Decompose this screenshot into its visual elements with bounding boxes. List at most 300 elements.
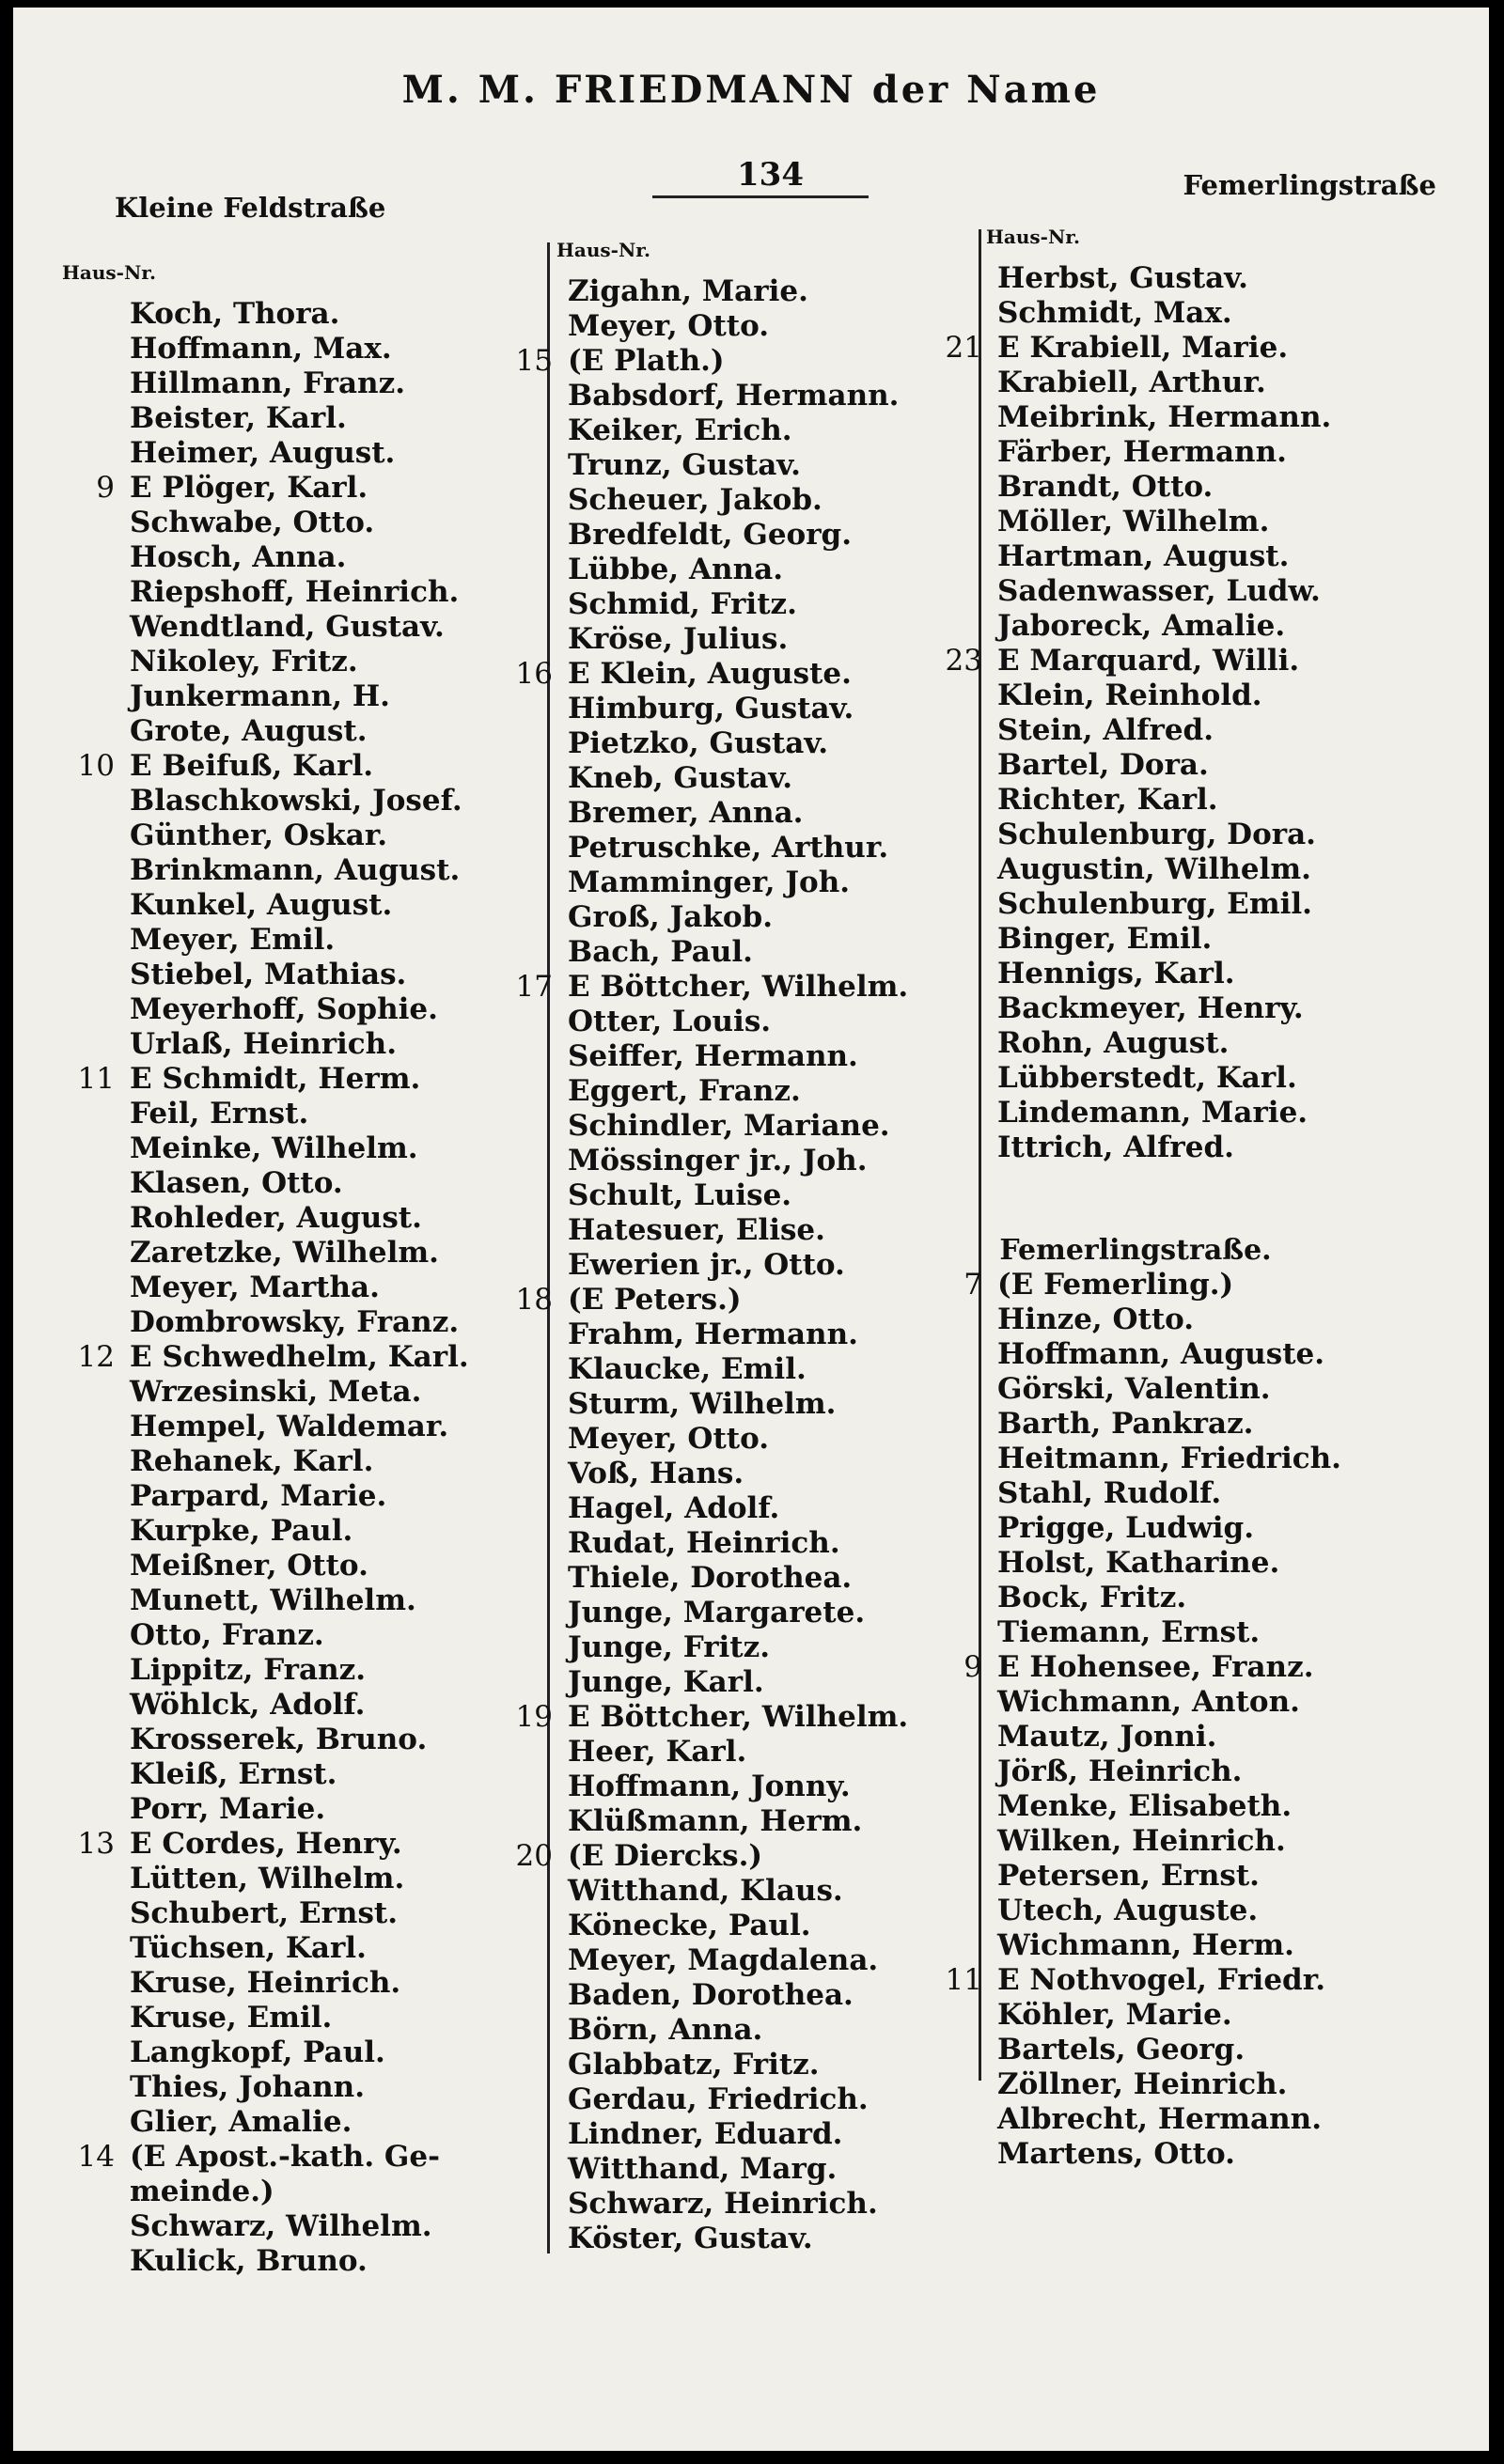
directory-entry — [62, 2140, 469, 2175]
resident-name: Krabiell, Arthur. — [997, 366, 1266, 399]
resident-name: Zaretzke, Wilhelm. — [130, 1236, 439, 1270]
directory-entry — [62, 1514, 469, 1549]
resident-name: Meißner, Otto. — [130, 1549, 368, 1583]
directory-entry — [500, 1144, 908, 1178]
resident-name: Hempel, Waldemar. — [130, 1410, 449, 1443]
directory-entry — [500, 761, 908, 796]
directory-entry — [930, 1894, 1341, 1928]
resident-name: Klüßmann, Herm. — [568, 1804, 863, 1838]
directory-entry — [62, 1410, 469, 1444]
directory-entry — [62, 471, 469, 506]
resident-name: Lippitz, Franz. — [130, 1653, 367, 1687]
directory-entry — [500, 1005, 908, 1039]
directory-entry — [930, 1928, 1341, 1963]
resident-name: Hennigs, Karl. — [997, 957, 1235, 990]
street-range-end: Femerlingstraße — [1183, 169, 1436, 201]
directory-entry — [930, 1615, 1341, 1650]
resident-name: Holst, Katharine. — [997, 1546, 1280, 1580]
directory-entry — [62, 992, 469, 1027]
directory-entry — [62, 2244, 469, 2279]
resident-name: Himburg, Gustav. — [568, 692, 854, 725]
resident-name: E Cordes, Henry. — [130, 1827, 402, 1861]
house-number: 11 — [945, 1963, 982, 1997]
resident-name: Meyer, Otto. — [568, 1422, 770, 1456]
resident-name: Nikoley, Fritz. — [130, 645, 358, 678]
resident-name: Munett, Wilhelm. — [130, 1583, 416, 1617]
directory-entry — [500, 1526, 908, 1561]
directory-entry — [500, 935, 908, 970]
directory-entry — [930, 366, 1341, 400]
resident-name: Schubert, Ernst. — [130, 1896, 399, 1930]
resident-name: E Nothvogel, Friedr. — [997, 1963, 1325, 1997]
directory-entry — [62, 297, 469, 332]
resident-name: Brandt, Otto. — [997, 470, 1214, 504]
directory-entry — [62, 1479, 469, 1514]
directory-entry — [62, 1131, 469, 1166]
directory-entry — [500, 1630, 908, 1665]
directory-entry — [500, 1804, 908, 1839]
resident-name: Wendtland, Gustav. — [130, 610, 445, 644]
resident-name: Keiker, Erich. — [568, 413, 792, 447]
directory-entry — [930, 505, 1341, 539]
street-range-start: Kleine Feldstraße — [115, 192, 386, 224]
column-2 — [500, 239, 909, 2256]
resident-name: Stiebel, Mathias. — [130, 958, 407, 991]
resident-name: Meyer, Magdalena. — [568, 1943, 879, 1977]
directory-entry — [62, 749, 469, 784]
directory-entry — [930, 1131, 1341, 1165]
resident-name: Schwarz, Wilhelm. — [130, 2209, 432, 2243]
resident-name: Wöhlck, Adolf. — [130, 1688, 366, 1722]
directory-entry — [930, 922, 1341, 957]
directory-entry — [500, 1700, 908, 1735]
directory-entry — [930, 887, 1341, 922]
resident-name: Kruse, Heinrich. — [130, 1966, 401, 2000]
resident-name: E Krabiell, Marie. — [997, 331, 1289, 365]
directory-entry — [62, 1375, 469, 1410]
resident-name: Zöllner, Heinrich. — [997, 2067, 1288, 2101]
directory-entry — [930, 783, 1341, 818]
directory-entry — [62, 1618, 469, 1653]
directory-entry — [930, 852, 1341, 887]
resident-name: Stein, Alfred. — [997, 713, 1214, 747]
resident-name: Gerdau, Friedrich. — [568, 2082, 869, 2116]
directory-entry — [500, 900, 908, 935]
resident-name: Börn, Anna. — [568, 2013, 763, 2047]
directory-entry — [930, 1754, 1341, 1789]
resident-name: Görski, Valentin. — [997, 1372, 1271, 1406]
house-number: 20 — [515, 1839, 553, 1873]
resident-name: meinde.) — [130, 2175, 274, 2208]
resident-name: Wrzesinski, Meta. — [130, 1375, 422, 1409]
resident-name: Parpard, Marie. — [130, 1479, 387, 1513]
resident-name: Klasen, Otto. — [130, 1166, 343, 1200]
column-3 — [930, 226, 1341, 2172]
directory-entry — [930, 1789, 1341, 1824]
directory-entry — [930, 1824, 1341, 1859]
directory-entry — [62, 1931, 469, 1966]
directory-entry — [62, 714, 469, 749]
directory-entry — [500, 1178, 908, 1213]
resident-name: Lütten, Wilhelm. — [130, 1862, 405, 1895]
directory-entry — [500, 2082, 908, 2117]
directory-entry — [500, 622, 908, 657]
resident-name: Könecke, Paul. — [568, 1909, 811, 1942]
resident-name: Heimer, August. — [130, 436, 396, 470]
directory-entry — [930, 1546, 1341, 1581]
resident-name: Hatesuer, Elise. — [568, 1213, 825, 1247]
directory-entry — [62, 506, 469, 540]
directory-entry — [500, 1318, 908, 1352]
directory-entry — [62, 2105, 469, 2140]
directory-entry — [62, 1723, 469, 1757]
resident-name: Lindemann, Marie. — [997, 1096, 1308, 1130]
resident-name: Voß, Hans. — [568, 1457, 744, 1490]
resident-name: Menke, Elisabeth. — [997, 1789, 1292, 1823]
resident-name: Meyer, Martha. — [130, 1271, 380, 1304]
directory-entry — [930, 261, 1341, 296]
directory-entry — [930, 678, 1341, 713]
house-number: 9 — [96, 471, 115, 505]
resident-name: Rehanek, Karl. — [130, 1444, 374, 1478]
house-number: 19 — [515, 1700, 553, 1734]
resident-name: Richter, Karl. — [997, 783, 1218, 817]
resident-name: Langkopf, Paul. — [130, 2035, 385, 2069]
directory-entry — [500, 518, 908, 553]
resident-name: E Plöger, Karl. — [130, 471, 368, 505]
resident-name: Lübberstedt, Karl. — [997, 1061, 1297, 1095]
resident-name: Baden, Dorothea. — [568, 1978, 854, 2012]
resident-name: Hoffmann, Jonny. — [568, 1770, 851, 1803]
resident-name: Heer, Karl. — [568, 1735, 747, 1769]
resident-name: Schwarz, Heinrich. — [568, 2187, 878, 2221]
resident-name: Porr, Marie. — [130, 1792, 326, 1826]
resident-name: Babsdorf, Hermann. — [568, 379, 900, 413]
directory-entry — [500, 1039, 908, 1074]
resident-name: Otter, Louis. — [568, 1005, 772, 1038]
directory-entry — [930, 296, 1341, 331]
directory-entry — [500, 1943, 908, 1978]
resident-name: Grote, August. — [130, 714, 368, 748]
directory-entry — [62, 645, 469, 679]
resident-name: Thiele, Dorothea. — [568, 1561, 853, 1595]
resident-name: Kleiß, Ernst. — [130, 1757, 337, 1791]
resident-name: Wilken, Heinrich. — [997, 1824, 1286, 1858]
directory-entry — [62, 819, 469, 853]
directory-entry — [500, 2117, 908, 2152]
resident-name: E Beifuß, Karl. — [130, 749, 374, 783]
directory-entry — [500, 866, 908, 900]
house-number: 7 — [964, 1268, 982, 1302]
resident-name: Kröse, Julius. — [568, 622, 789, 656]
directory-entry — [500, 2013, 908, 2048]
resident-name: Scheuer, Jakob. — [568, 483, 822, 517]
directory-entry — [500, 1665, 908, 1700]
directory-entry — [930, 991, 1341, 1026]
resident-name: (E Apost.-kath. Ge- — [130, 2140, 440, 2174]
resident-name: Binger, Emil. — [997, 922, 1213, 956]
directory-entry — [930, 713, 1341, 748]
resident-name: (E Plath.) — [568, 344, 725, 378]
directory-entry — [930, 748, 1341, 783]
resident-name: Hartman, August. — [997, 539, 1290, 573]
resident-name: Petruschke, Arthur. — [568, 831, 889, 865]
directory-entry — [930, 2137, 1341, 2172]
resident-name: E Hohensee, Franz. — [997, 1650, 1314, 1684]
directory-entry — [930, 1407, 1341, 1442]
resident-name: Groß, Jakob. — [568, 900, 773, 934]
resident-name: Utech, Auguste. — [997, 1894, 1259, 1927]
house-number-header: Haus-Nr. — [62, 261, 156, 284]
directory-entry — [62, 1097, 469, 1131]
directory-entry — [500, 1283, 908, 1318]
directory-entry — [62, 1305, 469, 1340]
directory-entry — [930, 1337, 1341, 1372]
directory-entry — [930, 609, 1341, 644]
resident-name: Lübbe, Anna. — [568, 553, 784, 586]
resident-name: Ittrich, Alfred. — [997, 1131, 1234, 1164]
directory-entry — [930, 2067, 1341, 2102]
resident-name: Augustin, Wilhelm. — [997, 852, 1311, 886]
resident-name: Rohleder, August. — [130, 1201, 422, 1235]
resident-name: Hoffmann, Max. — [130, 332, 392, 366]
directory-entry — [62, 958, 469, 992]
directory-entry — [930, 1685, 1341, 1720]
directory-entry — [62, 540, 469, 575]
resident-name: Färber, Hermann. — [997, 435, 1287, 469]
house-number: 16 — [515, 657, 553, 691]
directory-entry — [62, 1896, 469, 1931]
resident-name: Heitmann, Friedrich. — [997, 1442, 1341, 1475]
resident-name: Glier, Amalie. — [130, 2105, 352, 2139]
directory-entry — [500, 1074, 908, 1109]
directory-entry — [930, 1268, 1341, 1302]
directory-entry — [930, 435, 1341, 470]
directory-entry — [500, 1735, 908, 1770]
directory-entry — [500, 2152, 908, 2187]
resident-name: Kurpke, Paul. — [130, 1514, 353, 1548]
directory-entry — [930, 644, 1341, 678]
house-number: 13 — [77, 1827, 115, 1861]
directory-entry — [930, 1442, 1341, 1476]
resident-name: Mössinger jr., Joh. — [568, 1144, 868, 1177]
directory-entry — [500, 2222, 908, 2256]
resident-name: Meibrink, Hermann. — [997, 400, 1332, 434]
directory-entry — [500, 657, 908, 692]
resident-name: Blaschkowski, Josef. — [130, 784, 462, 818]
directory-entry — [930, 1963, 1341, 1998]
resident-name: Kulick, Bruno. — [130, 2244, 368, 2278]
resident-name: E Schmidt, Herm. — [130, 1062, 421, 1096]
resident-name: Schulenburg, Emil. — [997, 887, 1312, 921]
directory-entry — [500, 692, 908, 726]
directory-entry — [500, 831, 908, 866]
directory-entry — [62, 1549, 469, 1583]
directory-entry — [62, 1271, 469, 1305]
directory-entry — [500, 796, 908, 831]
resident-name: Eggert, Franz. — [568, 1074, 801, 1108]
resident-name: Sadenwasser, Ludw. — [997, 574, 1321, 608]
directory-entry — [930, 1650, 1341, 1685]
directory-entry — [500, 274, 908, 309]
directory-entry — [62, 575, 469, 610]
directory-entry — [500, 1387, 908, 1422]
resident-name: Klaucke, Emil. — [568, 1352, 807, 1386]
directory-entry — [62, 1201, 469, 1236]
house-number-header: Haus-Nr. — [986, 226, 1080, 248]
house-number: 14 — [77, 2140, 115, 2174]
resident-name: Barth, Pankraz. — [997, 1407, 1254, 1441]
directory-entry — [500, 1561, 908, 1596]
house-number: 11 — [77, 1062, 115, 1096]
resident-name: Möller, Wilhelm. — [997, 505, 1270, 538]
directory-entry — [62, 436, 469, 471]
resident-name: Albrecht, Hermann. — [997, 2102, 1322, 2136]
house-number: 12 — [77, 1340, 115, 1374]
resident-name: Glabbatz, Fritz. — [568, 2048, 820, 2082]
directory-entry — [62, 332, 469, 366]
resident-name: Wichmann, Anton. — [997, 1685, 1300, 1719]
directory-entry — [500, 553, 908, 587]
directory-entry — [62, 610, 469, 645]
resident-name: Pietzko, Gustav. — [568, 726, 829, 760]
resident-name: E Böttcher, Wilhelm. — [568, 970, 909, 1004]
resident-name: Jörß, Heinrich. — [997, 1754, 1243, 1788]
resident-name: Witthand, Klaus. — [568, 1874, 843, 1908]
resident-name: Dombrowsky, Franz. — [130, 1305, 460, 1339]
resident-name: Mamminger, Joh. — [568, 866, 851, 899]
directory-entry — [62, 2175, 469, 2209]
resident-name: Hosch, Anna. — [130, 540, 347, 574]
resident-name: Klein, Reinhold. — [997, 678, 1262, 712]
directory-entry — [62, 1583, 469, 1618]
directory-entry — [62, 1062, 469, 1097]
resident-name: Jaboreck, Amalie. — [997, 609, 1286, 643]
resident-name: Mautz, Jonni. — [997, 1720, 1217, 1754]
resident-name: Rohn, August. — [997, 1026, 1230, 1060]
resident-name: Rudat, Heinrich. — [568, 1526, 840, 1560]
resident-name: Otto, Franz. — [130, 1618, 324, 1652]
directory-entry — [500, 726, 908, 761]
resident-name: Schwabe, Otto. — [130, 506, 375, 539]
directory-entry — [62, 1862, 469, 1896]
directory-entry — [930, 1581, 1341, 1615]
directory-entry — [930, 574, 1341, 609]
column-1 — [62, 261, 469, 2279]
directory-entry — [500, 1491, 908, 1526]
directory-entry — [62, 853, 469, 888]
resident-name: Zigahn, Marie. — [568, 274, 808, 308]
directory-entry — [500, 448, 908, 483]
resident-name: Stahl, Rudolf. — [997, 1476, 1222, 1510]
directory-entry — [930, 1511, 1341, 1546]
resident-name: E Schwedhelm, Karl. — [130, 1340, 469, 1374]
directory-entry — [930, 470, 1341, 505]
resident-name: E Böttcher, Wilhelm. — [568, 1700, 909, 1734]
resident-name: Schmidt, Max. — [997, 296, 1232, 330]
house-number: 10 — [77, 749, 115, 783]
resident-name: Kruse, Emil. — [130, 2001, 333, 2035]
directory-entry — [500, 1352, 908, 1387]
directory-entry — [62, 1688, 469, 1723]
directory-entry — [930, 1372, 1341, 1407]
directory-entry — [930, 1096, 1341, 1131]
resident-name: Urlaß, Heinrich. — [130, 1027, 398, 1061]
directory-entry — [500, 1596, 908, 1630]
page-number: 134 — [737, 156, 804, 194]
directory-entry — [500, 2048, 908, 2082]
directory-entry — [930, 1026, 1341, 1061]
resident-name: Junge, Fritz. — [568, 1630, 771, 1664]
resident-name: Schult, Luise. — [568, 1178, 792, 1212]
directory-entry — [62, 366, 469, 401]
directory-entry — [500, 1248, 908, 1283]
resident-name: Ewerien jr., Otto. — [568, 1248, 845, 1282]
resident-name: Meyer, Otto. — [568, 309, 770, 343]
resident-name: Sturm, Wilhelm. — [568, 1387, 837, 1421]
resident-name: Tüchsen, Karl. — [130, 1931, 367, 1965]
directory-entry — [62, 1966, 469, 2001]
directory-entry — [62, 401, 469, 436]
resident-name: Meyerhoff, Sophie. — [130, 992, 438, 1026]
resident-name: Meinke, Wilhelm. — [130, 1131, 418, 1165]
resident-name: Junge, Karl. — [568, 1665, 764, 1699]
resident-name: Schindler, Mariane. — [568, 1109, 890, 1143]
directory-entry — [500, 413, 908, 448]
directory-entry — [930, 1061, 1341, 1096]
resident-name: Günther, Oskar. — [130, 819, 388, 852]
directory-entry — [930, 400, 1341, 435]
resident-name: (E Peters.) — [568, 1283, 742, 1317]
resident-name: Backmeyer, Henry. — [997, 991, 1304, 1025]
resident-name: Frahm, Hermann. — [568, 1318, 858, 1351]
resident-name: Junkermann, H. — [130, 679, 390, 713]
directory-entry — [930, 331, 1341, 366]
directory-entry — [62, 2035, 469, 2070]
directory-entry — [500, 483, 908, 518]
directory-entry — [930, 1720, 1341, 1754]
directory-entry — [62, 1792, 469, 1827]
resident-name: Herbst, Gustav. — [997, 261, 1248, 295]
page-header-title: M. M. FRIEDMANN der Name — [401, 68, 1101, 112]
directory-entry — [500, 1109, 908, 1144]
resident-name: (E Femerling.) — [997, 1268, 1234, 1302]
page-number-rule — [652, 195, 869, 198]
resident-name: Hoffmann, Auguste. — [997, 1337, 1325, 1371]
directory-entry — [930, 2033, 1341, 2067]
directory-entry — [500, 2187, 908, 2222]
directory-entry — [62, 784, 469, 819]
directory-entry — [500, 587, 908, 622]
resident-name: Prigge, Ludwig. — [997, 1511, 1255, 1545]
resident-name: Schmid, Fritz. — [568, 587, 797, 621]
resident-name: Beister, Karl. — [130, 401, 347, 435]
directory-entry — [62, 1340, 469, 1375]
resident-name: Hagel, Adolf. — [568, 1491, 780, 1525]
resident-name: Petersen, Ernst. — [997, 1859, 1260, 1893]
directory-page — [13, 8, 1489, 2451]
resident-name: Wichmann, Herm. — [997, 1928, 1294, 1962]
directory-entry — [500, 1770, 908, 1804]
directory-entry — [930, 818, 1341, 852]
house-number: 23 — [945, 644, 982, 678]
resident-name: Martens, Otto. — [997, 2137, 1235, 2171]
directory-entry — [500, 344, 908, 379]
directory-entry — [62, 679, 469, 714]
directory-entry — [930, 1476, 1341, 1511]
directory-entry — [500, 379, 908, 413]
resident-name: Thies, Johann. — [130, 2070, 365, 2104]
